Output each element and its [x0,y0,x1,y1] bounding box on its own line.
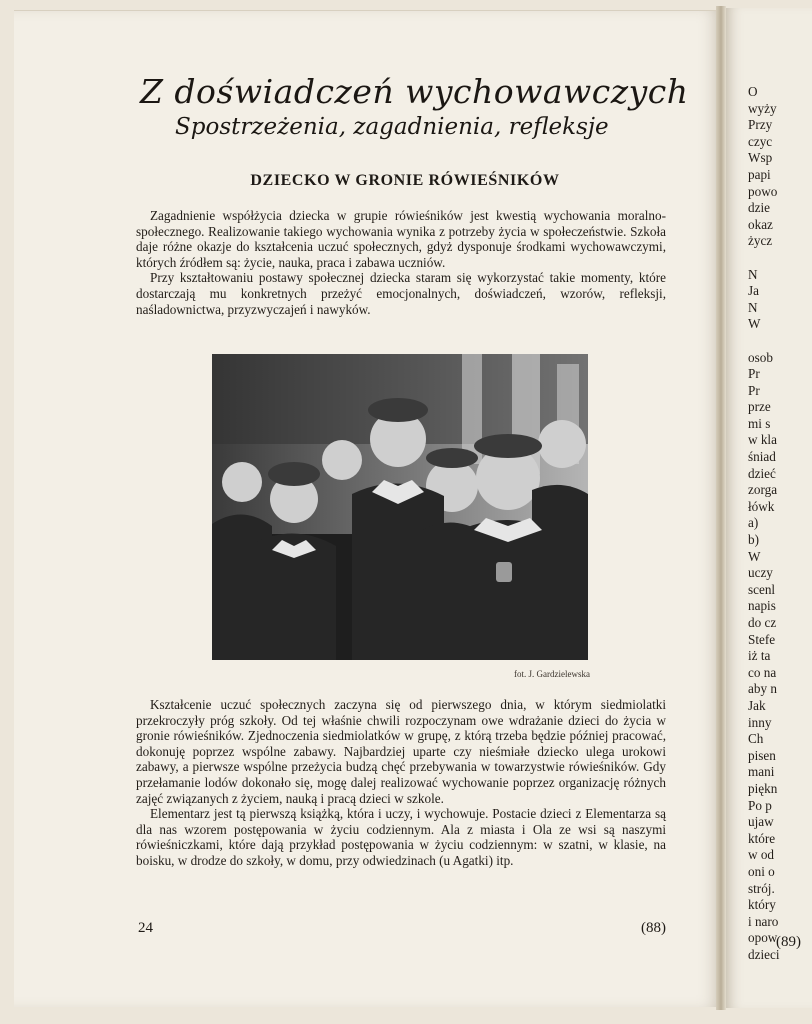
body-paragraph-2: Elementarz jest tą pierwszą książką, która i uczy, i wychowuje. Postacie dzieci z Elementarza są dla nas wzorem postępowania w życiu codziennym. Ala z miasta i Ola ze wsi są naszymi rówieśniczkami, które dają przykład postępowania w życiu codziennym: w szatni, w klasie, na boisku, w drodze do szkoły, w domu, przy odwiedzinach (u Agatki) itp. [136,806,666,868]
right-page-line: wyży [748,100,777,116]
right-page-line: uczy [748,565,773,581]
intro-paragraph-1: Zagadnienie współżycia dziecka w grupie rówieśników jest kwestią wychowania moralno-społecznego. Realizowanie takiego wychowania wynika z potrzeby życia w społeczeństwie. Szkoła daje różne okazje do kształcenia uczuć społecznych, gdyż dysponuje środkami wychowawczymi, których źródłem są: życie, nauka, praca i zabawa uczniów. [136,208,666,270]
body-paragraph-1: Kształcenie uczuć społecznych zaczyna się od pierwszego dnia, w którym siedmiolatki przekroczyły próg szkoły. Od tej właśnie chwili rozpoczynam owe wdrażanie dzieci do życia w gronie rówieśników. Zjednoczenia siedmiolatków w grupę, z którą trzeba będzie później pracować, dokonuję poprzez wspólne zabawy. Najbardziej uparte czy nieśmiałe dziecko ulega urokowi zabawy, a pierwsze wspólne przeżycia budzą chęć przebywania w towarzystwie rówieśników. Gdy przełamanie lodów dokonało się, mogę dalej realizować wychowanie poprzez organizację różnych zajęć związanych z życiem, nauką i pracą dzieci w szkole. [136,697,666,806]
book-gutter [716,6,726,1010]
right-page-number: (89) [776,934,801,950]
right-page-line: inny [748,714,772,730]
right-page-line: papi [748,166,771,182]
photo-illustration [212,354,588,660]
right-page-line: opow [748,930,778,946]
photo-credit: fot. J. Gardzielewska [514,669,590,679]
right-page-line: b) [748,532,759,548]
right-page-line: Ch [748,731,764,747]
right-page-line: scenl [748,581,776,597]
right-page-line: osob [748,349,773,365]
script-subtitle: Spostrzeżenia, zagadnienia, refleksje [175,114,609,140]
intro-text [136,208,666,317]
right-page-line: Pr [748,366,760,382]
right-page-line: do cz [748,615,777,630]
right-page-line: prze [748,399,771,415]
body-text [136,697,666,869]
right-page-line: dzieci [748,946,780,962]
right-page-line: czyc [748,133,773,149]
right-page-line: łówk [748,498,775,514]
right-page-line: Ja [748,283,759,299]
right-page-line: dzie [748,200,770,216]
right-page-line: Wsp [748,150,773,166]
right-page-line: mi s [748,415,771,431]
right-page-line [748,250,812,267]
right-page-line [748,333,812,350]
right-page-line: N [748,299,758,315]
right-page-line: W [748,548,761,564]
right-page-line: aby n [748,681,777,697]
right-page-line: Jak [748,697,766,713]
right-page-line: O [748,84,758,99]
right-page-line: Przy [748,117,773,133]
page-number: 24 [138,920,153,936]
script-title: Z doświadczeń wychowawczych [140,72,689,111]
right-page-line: który [748,897,776,913]
page-number-bracketed: (88) [641,920,666,936]
right-page-line: powo [748,183,778,199]
right-page-line: N [748,266,758,282]
right-page-line: piękn [748,780,778,796]
right-page-line: dzieć [748,465,776,481]
class-photo [212,354,588,660]
right-page-line: i naro [748,913,779,929]
right-page-line: okaz [748,216,773,232]
right-page-line: zorga [748,482,778,498]
right-page-line: Po p [748,797,772,813]
right-page-line: iż ta [748,648,771,664]
right-page-line: śniad [748,449,776,465]
right-page-line: Pr [748,382,760,398]
right-page-line: W [748,316,761,332]
article-title: DZIECKO W GRONIE RÓWIEŚNIKÓW [250,172,560,189]
right-page-line: mani [748,764,775,780]
right-page-line: oni o [748,863,775,879]
right-page-text-fragments [748,84,812,963]
right-page-line: ujaw [748,814,774,830]
right-page-line: a) [748,515,759,531]
right-page-line: życz [748,233,773,249]
intro-paragraph-2: Przy kształtowaniu postawy społecznej dziecka staram się wykorzystać takie momenty, które dostarczają mu konkretnych przeżyć emocjonalnych, doświadczeń, wzorów, refleksji, naśladownictwa, przyzwyczajeń i nawyków. [136,270,666,317]
right-page-line: Stefe [748,631,776,647]
right-page-line: pisen [748,747,776,763]
right-page-line: napis [748,598,776,614]
right-page-line: strój. [748,880,775,896]
right-page-line: w od [748,847,775,863]
right-page-line: które [748,830,776,846]
right-page-line: w kla [748,432,777,448]
right-page-line: co na [748,664,777,680]
